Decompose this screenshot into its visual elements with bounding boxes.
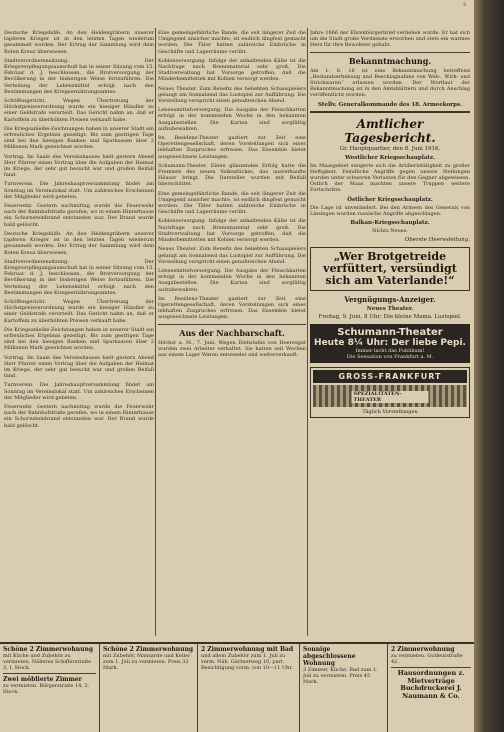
ad-heading: Zwei möblierte Zimmer: [3, 676, 82, 683]
article-paragraph: Turnverein. Die Jahreshauptversammlung findet am Sonntag im Vereinslokal statt. Um zahlreiches Erscheinen der Mitglieder wird gebeten.: [4, 181, 154, 200]
balkan-text: Nichts Neues.: [372, 228, 408, 235]
article-paragraph: Stadtverordnetensitzung. Der Kriegsverpflegungsausschuß hat in seiner Sitzung vom 15. Februar d. J. beschlossen, die Brotversorgung der Bevölkerung in der bisherigen Weise fortzuführen. Die Verteilung der Lebensmittel erfolgt nach den Bestimmungen des Kriegsernährungsamtes.: [4, 258, 154, 296]
schumann-name: Schumann-Theater: [337, 327, 443, 339]
ad-text: mit Zubehör, Mansarde und Keller zum 1. Juli zu vermieten. Preis 32 Mark.: [103, 653, 191, 671]
ad-heading: 2 Zimmerwohnung: [391, 646, 455, 653]
ad-text: zu vermieten. Bürgerstraße 14, 2. Stock.: [3, 683, 90, 695]
article-paragraph: Höchst a. M., 7. Juni. Wegen Diebstahls von Heeresgut wurden zwei Arbeiter verhaftet. Sie hatten seit Wochen aus einem Lager Waren entwendet und weiterverkauft.: [158, 339, 306, 358]
ad-text: zu vermieten. Gutleutstraße 42.: [391, 653, 463, 665]
article-paragraph: Schöffengericht. Wegen Übertretung der Höchstpreisverordnung wurde ein hiesiger Händler zu einer Geldstrafe verurteilt. Das Gericht nahm an, daß er Kartoffeln zu überhöhten Preisen verkauft habe.: [4, 98, 154, 123]
article-paragraph: Im Residenz-Theater gastiert zur Zeit eine Operettengesellschaft, deren Vorstellungen sich eines lebhaften Zuspruches erfreuen. Das Ensemble bietet ausgezeichnete Leistungen.: [158, 295, 306, 321]
article-paragraph: Feuerwehr. Gestern nachmittag wurde die Feuerwehr nach der Bahnhofstraße gerufen, wo in einem Hinterhause ein Schornsteinbrand entstanden war. Der Brand wurde bald gelöscht.: [4, 403, 154, 429]
schumann-theater-ad: [310, 324, 470, 363]
section-divider: [158, 324, 306, 325]
ostlicher-heading: Östlicher Kriegsschauplatz.: [347, 196, 433, 203]
page-header: [0, 0, 474, 28]
article-paragraph: Turnverein. Die Jahreshauptversammlung findet am Sonntag im Vereinslokal statt. Um zahlreiches Erscheinen der Mitglieder wird gebeten.: [4, 382, 154, 401]
column-divider: [155, 28, 156, 636]
slogan-text: „Wer Brotgetreide verfüttert, versündigt sich am Vaterlande!“: [323, 250, 457, 288]
article-paragraph: Die Kriegsanleihe-Zeichnungen haben in unserer Stadt ein erfreuliches Ergebnis gezeitigt. Bis zum gestrigen Tage sind bei den hiesigen Banken und Sparkassen über 2 Millionen Mark gezeichnet worden.: [4, 326, 154, 352]
ad-text: und allem Zubehör zum 1. Juli zu verm. Näh. Gärtnerweg 10, part. Besichtigung vorm. von 10—11 Uhr.: [201, 653, 293, 671]
signature: Oberste Heeresleitung.: [404, 237, 470, 244]
gf-name: GROSS-FRANKFURT: [313, 370, 467, 383]
classified-ad: [300, 644, 388, 732]
ad-heading: Sonnige abgeschlossene Wohnung: [303, 646, 356, 667]
classified-ad: [388, 644, 474, 732]
article-paragraph: Vortrag. Im Saale des Vereinshauses hielt gestern Abend Herr Pfarrer einen Vortrag über die Aufgaben der Heimat im Kriege, der sehr gut besucht war und großen Beifall fand.: [4, 354, 154, 380]
tagesbericht-subheading: Westlicher Kriegsschauplatz.: [345, 154, 435, 161]
article-paragraph: Deutsche Kriegshilfe. An den Heldengräbern unserer tapferen Krieger ist in den letzten Tagen wiederum gesammelt worden. Der Ertrag der Sammlung wird dem Roten Kreuz überwiesen.: [4, 30, 154, 55]
balkan-heading: Balkan-Kriegsschauplatz.: [350, 220, 430, 227]
schumann-line: Heute 8¼ Uhr: Der liebe Pepi.: [314, 338, 466, 349]
article-paragraph: Schumann-Theater. Einen glänzenden Erfolg hatte die Premiere des neuen Volksstückes, das ausverkaufte Häuser bringt. Die Darsteller wurden mit Beifall überschüttet.: [158, 162, 306, 188]
section-divider: [310, 52, 470, 53]
neues-theater-text: Freitag, 9. Juni, 8 Uhr: Die kleine Mama. Lustspiel.: [318, 314, 462, 321]
bekanntmachung-signature: Stellv. Generalkommando des 18. Armeekorps.: [317, 101, 463, 108]
gf-line: Täglich Vorstellungen: [362, 409, 418, 416]
middle-column: [158, 30, 306, 642]
ad-heading: Schöne 2 Zimmerwohnung: [3, 646, 94, 653]
article-paragraph: Eine gemeingefährliche Bande, die seit längerer Zeit die Umgegend unsicher machte, ist endlich dingfest gemacht worden. Die Täter hatten zahlreiche Einbrüche in Geschäfte und Lagerräume verübt.: [158, 190, 306, 216]
page-number: 3: [462, 2, 466, 8]
article-paragraph: Schöffengericht. Wegen Übertretung der Höchstpreisverordnung wurde ein hiesiger Händler zu einer Geldstrafe verurteilt. Das Gericht nahm an, daß er Kartoffeln zu überhöhten Preisen verkauft habe.: [4, 298, 154, 324]
gross-frankfurt-ad: [310, 367, 470, 418]
bekanntmachung-text: Am 1. 6. 16 ist eine Bekanntmachung betreffend „Bestandserhebung und Beschlagnahme von Web-, Wirk- und Strickwaren“ erlassen worden. Der Wortlaut der Bekanntmachung ist in den Amtsblättern und durch Anschlag veröffentlicht worden.: [310, 67, 470, 99]
article-paragraph: Lebensmittelversorgung. Die Ausgabe der Fleischkarten erfolgt in der kommenden Woche in den bekannten Ausgabestellen. Die Karten sind sorgfältig aufzubewahren.: [158, 267, 306, 293]
slogan-box: [310, 247, 470, 291]
tagesbericht-text: Im Maasgebiet steigerte sich die Artillerietätigkeit zu großer Heftigkeit. Feindliche Angriffe gegen unsere Stellungen wurden unter schweren Verlusten für den Gegner abgewiesen. Östlich der Maas machten unsere Truppen weitere Fortschritte.: [310, 162, 470, 194]
section-heading: Aus der Nachbarschaft.: [179, 327, 285, 338]
article-paragraph: Lebensmittelversorgung. Die Ausgabe der Fleischkarten erfolgt in der kommenden Woche in den bekannten Ausgabestellen. Die Karten sind sorgfältig aufzubewahren.: [158, 107, 306, 132]
classified-ad: [0, 644, 100, 732]
section-divider: [310, 111, 470, 113]
ad-heading: 2 Zimmerwohnung mit Bad: [201, 646, 294, 653]
bekanntmachung-heading: Bekanntmachung.: [348, 55, 432, 66]
ad-divider: [3, 673, 96, 674]
ad-heading: Schöne 2 Zimmerwohnung: [103, 646, 194, 653]
gf-sub: SPEZIALITÄTEN-THEATER: [352, 391, 429, 403]
article-paragraph: Deutsche Kriegshilfe. An den Heldengräbern unserer tapferen Krieger ist in den letzten Tagen wiederum gesammelt worden. Der Ertrag der Sammlung wird dem Roten Kreuz überwiesen.: [4, 230, 154, 256]
article-paragraph: Neues Theater. Zum Benefiz des beliebten Schauspielers gelangt am Sonnabend das Lustspiel zur Aufführung. Die Vorstellung verspricht einen genußreichen Abend.: [158, 246, 306, 265]
article-paragraph: Die Kriegsanleihe-Zeichnungen haben in unserer Stadt ein erfreuliches Ergebnis gezeitigt. Bis zum gestrigen Tage sind bei den hiesigen Banken und Sparkassen über 2 Millionen Mark gezeichnet worden.: [4, 125, 154, 151]
printer-ad-name: Buchdruckerei J. Naumann & Co.: [400, 684, 462, 700]
article-paragraph: Feuerwehr. Gestern nachmittag wurde die Feuerwehr nach der Bahnhofstraße gerufen, wo in einem Hinterhause ein Schornsteinbrand entstanden war. Der Brand wurde bald gelöscht.: [4, 203, 154, 228]
ad-divider: [391, 667, 471, 668]
ad-text: mit Küche und Zubehör zu vermieten. Näheres Schifferstraße 3, I. Stock.: [3, 653, 92, 671]
article-paragraph: Kohlenversorgung. Infolge der anhaltenden Kälte ist die Nachfrage nach Brennmaterial sehr groß. Die Stadtverwaltung hat Vorsorge getroffen, daß die Minderbemittelten mit Kohlen versorgt werden.: [158, 57, 306, 83]
tagesbericht-place: Gr. Hauptquartier, den 8. Juni 1916.: [339, 145, 441, 152]
ad-text: 3 Zimmer, Küche, Bad zum 1. Juli zu vermieten. Preis 45 Mark.: [303, 667, 378, 685]
ostlicher-text: Die Lage ist unverändert. Bei den Armeen des Generals von Linsingen wurden russische Angriffe abgeschlagen.: [310, 204, 470, 217]
classified-ad: [198, 644, 300, 732]
classified-ad: [100, 644, 198, 732]
neues-theater-title: Neues Theater.: [366, 306, 414, 313]
gf-building-image: [313, 385, 467, 407]
schumann-sub: Die Sensation von Frankfurt a. M.: [346, 354, 434, 361]
left-column: [4, 30, 154, 642]
article-paragraph: Im Residenz-Theater gastiert zur Zeit eine Operettengesellschaft, deren Vorstellungen sich eines lebhaften Zuspruches erfreuen. Das Ensemble bietet ausgezeichnete Leistungen.: [158, 135, 306, 160]
schumann-line2: Immer lacht das Publikum!: [355, 348, 425, 355]
article-paragraph: Stadtverordnetensitzung. Der Kriegsverpflegungsausschuß hat in seiner Sitzung vom 15. Februar d. J. beschlossen, die Brotversorgung der Bevölkerung in der bisherigen Weise fortzuführen. Die Verteilung der Lebensmittel erfolgt nach den Bestimmungen des Kriegsernährungsamtes.: [4, 57, 154, 95]
right-column: [310, 30, 470, 642]
article-paragraph: Eine gemeingefährliche Bande, die seit längerer Zeit die Umgegend unsicher machte, ist endlich dingfest gemacht worden. Die Täter hatten zahlreiche Einbrüche in Geschäfte und Lagerräume verübt.: [158, 30, 306, 55]
article-paragraph: Neues Theater. Zum Benefiz des beliebten Schauspielers gelangt am Sonnabend das Lustspiel zur Aufführung. Die Vorstellung verspricht einen genußreichen Abend.: [158, 85, 306, 105]
column-divider: [307, 28, 308, 636]
article-paragraph: Jahre 1866 der Ehrenbürgerbrief verliehen wurde. Er hat sich um die Stadt große Verdienste erworben und stets ein warmes Herz für ihre Bewohner gehabt.: [310, 30, 470, 49]
vergnuegung-heading: Vergnügungs-Anzeiger.: [344, 295, 436, 305]
binding-fold: [474, 0, 504, 732]
article-paragraph: Vortrag. Im Saale des Vereinshauses hielt gestern Abend Herr Pfarrer einen Vortrag über die Aufgaben der Heimat im Kriege, der sehr gut besucht war und großen Beifall fand.: [4, 153, 154, 179]
printer-ad: Hausordnungen z. Mietverträge: [397, 669, 465, 685]
classifieds-row: [0, 642, 474, 732]
tagesbericht-title: Amtlicher Tagesbericht.: [344, 116, 436, 145]
article-paragraph: Kohlenversorgung. Infolge der anhaltenden Kälte ist die Nachfrage nach Brennmaterial sehr groß. Die Stadtverwaltung hat Vorsorge getroffen, daß die Minderbemittelten mit Kohlen versorgt werden.: [158, 218, 306, 244]
